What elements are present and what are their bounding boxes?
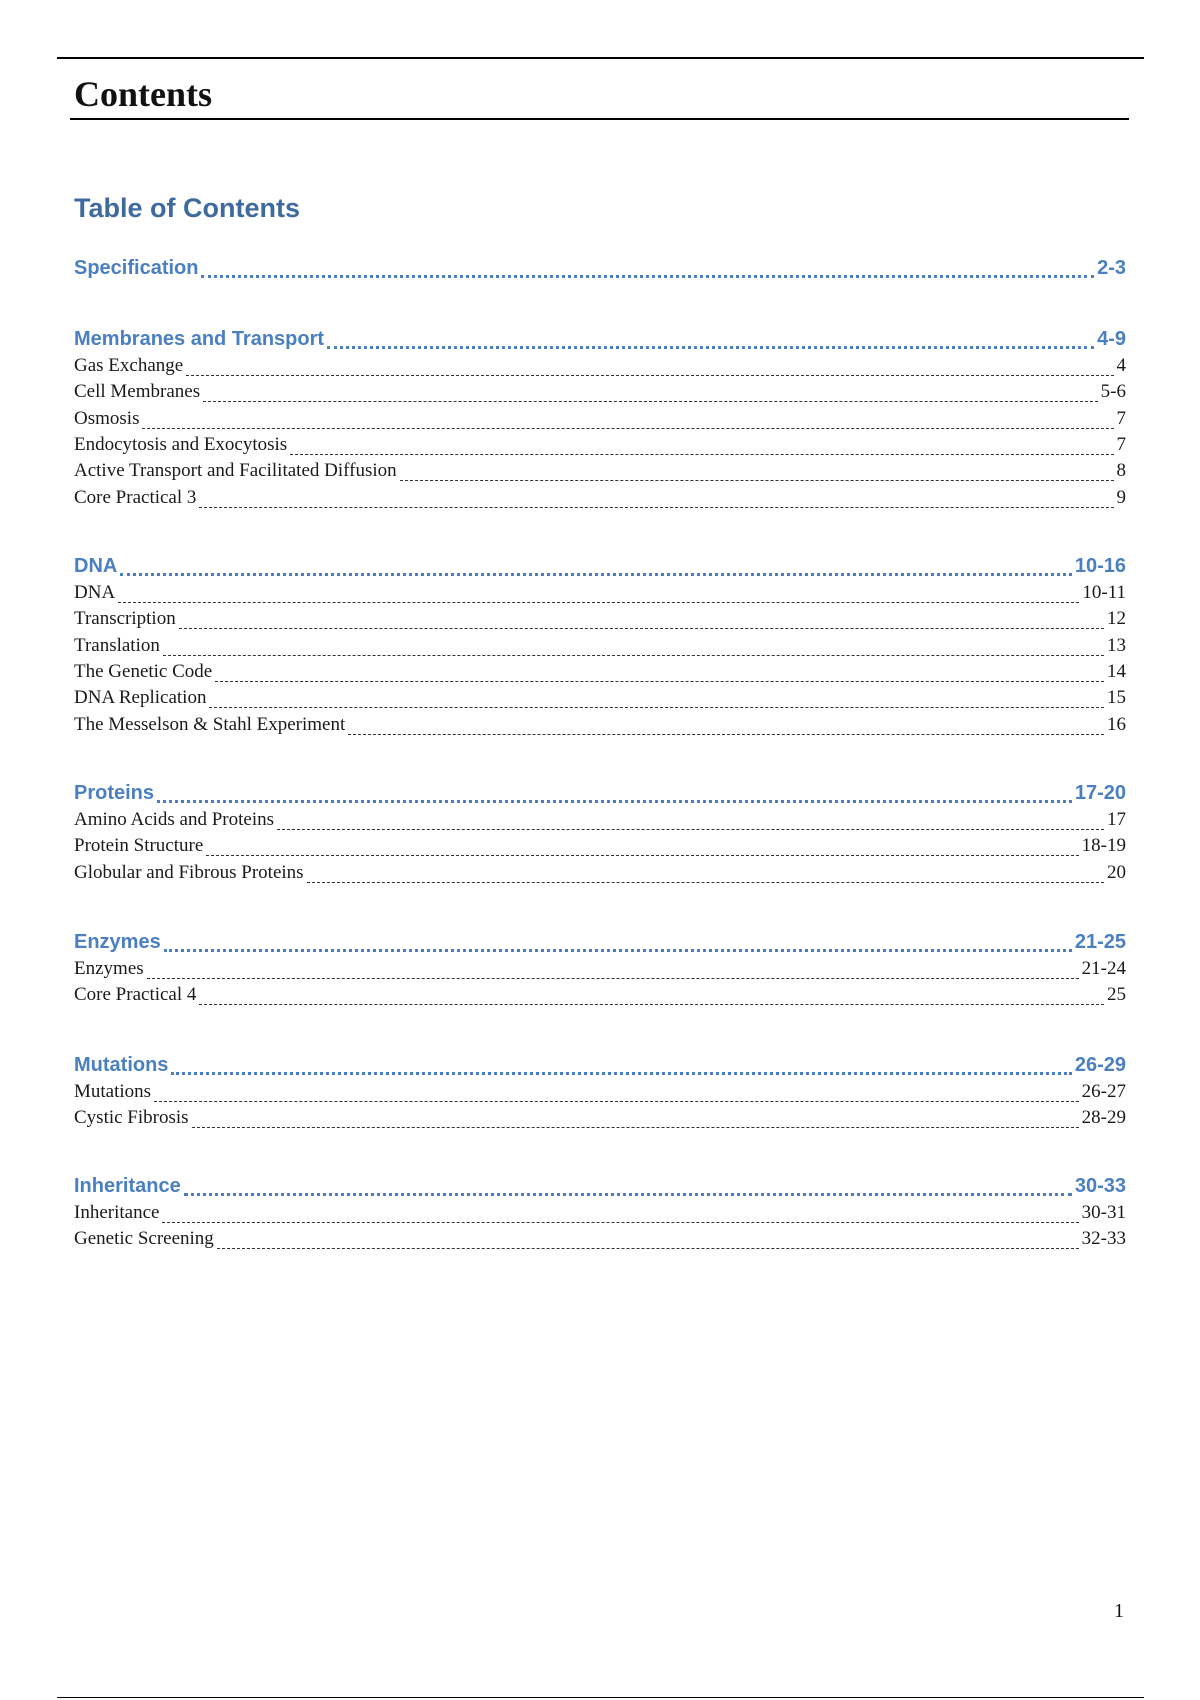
toc-entry[interactable]	[74, 355, 1126, 381]
toc-entry-label: Cell Membranes	[74, 381, 201, 402]
toc-entry-label: Inheritance	[74, 1202, 160, 1223]
toc-entry-label: Protein Structure	[74, 835, 204, 856]
toc-entry[interactable]	[74, 714, 1126, 740]
toc-heading: Table of Contents	[74, 193, 300, 223]
toc-leader	[199, 1004, 1104, 1005]
toc-entry[interactable]	[74, 958, 1126, 984]
toc-entry[interactable]	[74, 1228, 1126, 1254]
bottom-rule	[57, 1697, 1144, 1698]
toc-entry[interactable]	[74, 635, 1126, 661]
toc-section-entry[interactable]	[74, 782, 1126, 808]
toc-section-pages: 10-16	[1074, 555, 1126, 577]
toc-entry-pages: 14	[1107, 661, 1126, 682]
toc-entry[interactable]	[74, 582, 1126, 608]
toc-entry-pages: 16	[1107, 714, 1126, 735]
toc-leader	[348, 734, 1104, 735]
toc-leader	[215, 681, 1104, 682]
toc-leader	[199, 507, 1113, 508]
toc-entry[interactable]	[74, 381, 1126, 407]
toc-entry[interactable]	[74, 862, 1126, 888]
toc-entry[interactable]	[74, 460, 1126, 486]
toc-entry-pages: 17	[1107, 809, 1126, 830]
toc-section-pages: 30-33	[1074, 1175, 1126, 1197]
toc-leader	[327, 346, 1094, 349]
toc-entry-label: Core Practical 4	[74, 984, 197, 1005]
toc-section-pages: 4-9	[1097, 328, 1126, 350]
toc-entry[interactable]	[74, 408, 1126, 434]
toc-leader	[277, 829, 1104, 830]
toc-entry[interactable]	[74, 608, 1126, 634]
toc-entry-pages: 10-11	[1082, 582, 1126, 603]
toc-section-label: Mutations	[74, 1054, 169, 1076]
toc-section-entry[interactable]	[74, 328, 1126, 354]
toc-entry-pages: 18-19	[1081, 835, 1126, 856]
toc-entry[interactable]	[74, 1107, 1126, 1133]
toc-entry-pages: 5-6	[1100, 381, 1126, 402]
toc-leader	[164, 949, 1072, 952]
toc-section-label: Proteins	[74, 782, 155, 804]
toc-entry-pages: 7	[1116, 408, 1126, 429]
toc-leader	[186, 375, 1113, 376]
toc-entry-pages: 7	[1116, 434, 1126, 455]
toc-entry-label: DNA Replication	[74, 687, 207, 708]
toc-entry-label: Amino Acids and Proteins	[74, 809, 275, 830]
toc-entry-pages: 28-29	[1081, 1107, 1126, 1128]
toc-section-label: Inheritance	[74, 1175, 181, 1197]
toc-leader	[163, 655, 1104, 656]
toc-section-entry[interactable]	[74, 1175, 1126, 1201]
toc-leader	[157, 800, 1072, 803]
toc-leader	[118, 602, 1079, 603]
page-number: 1	[1114, 1600, 1124, 1622]
toc-section-label: DNA	[74, 555, 118, 577]
toc-entry[interactable]	[74, 984, 1126, 1010]
toc-leader	[290, 454, 1113, 455]
toc-leader	[307, 882, 1104, 883]
toc-leader	[120, 573, 1072, 576]
toc-entry[interactable]	[74, 434, 1126, 460]
toc-entry-label: The Messelson & Stahl Experiment	[74, 714, 346, 735]
toc-entry-pages: 20	[1107, 862, 1126, 883]
toc-leader	[201, 275, 1094, 278]
toc-entry-pages: 21-24	[1081, 958, 1126, 979]
toc-leader	[171, 1072, 1071, 1075]
toc-section-label: Membranes and Transport	[74, 328, 325, 350]
toc-leader	[184, 1193, 1072, 1196]
toc-section-entry[interactable]	[74, 931, 1126, 957]
toc-section-pages: 2-3	[1097, 257, 1126, 279]
toc-entry-pages: 4	[1116, 355, 1126, 376]
toc-leader	[209, 707, 1104, 708]
toc-entry-label: Translation	[74, 635, 160, 656]
toc-section-entry[interactable]	[74, 257, 1126, 283]
toc-entry-label: Endocytosis and Exocytosis	[74, 434, 288, 455]
toc-entry-pages: 30-31	[1081, 1202, 1126, 1223]
toc-section-pages: 26-29	[1074, 1054, 1126, 1076]
toc-leader	[154, 1101, 1079, 1102]
toc-entry-label: Core Practical 3	[74, 487, 197, 508]
toc-entry-pages: 12	[1107, 608, 1126, 629]
toc-entry[interactable]	[74, 1081, 1126, 1107]
toc-leader	[179, 628, 1104, 629]
toc-entry-label: Genetic Screening	[74, 1228, 214, 1249]
toc-entry-pages: 15	[1107, 687, 1126, 708]
toc-entry-pages: 25	[1107, 984, 1126, 1005]
toc-section-pages: 21-25	[1074, 931, 1126, 953]
toc-leader	[203, 401, 1098, 402]
toc-entry-label: Osmosis	[74, 408, 140, 429]
page-title: Contents	[74, 74, 213, 114]
toc-leader	[217, 1248, 1079, 1249]
toc-section-pages: 17-20	[1074, 782, 1126, 804]
toc-entry[interactable]	[74, 1202, 1126, 1228]
toc-entry-label: The Genetic Code	[74, 661, 213, 682]
toc-entry-label: Gas Exchange	[74, 355, 184, 376]
toc-entry-label: Globular and Fibrous Proteins	[74, 862, 304, 883]
toc-entry-pages: 26-27	[1081, 1081, 1126, 1102]
toc-section-label: Enzymes	[74, 931, 161, 953]
toc-entry[interactable]	[74, 661, 1126, 687]
toc-entry-label: Active Transport and Facilitated Diffusion	[74, 460, 397, 481]
toc-section-entry[interactable]	[74, 1054, 1126, 1080]
toc-entry-pages: 9	[1116, 487, 1126, 508]
toc-entry-label: Cystic Fibrosis	[74, 1107, 189, 1128]
toc-entry-label: Enzymes	[74, 958, 144, 979]
toc-entry-pages: 13	[1107, 635, 1126, 656]
toc-entry[interactable]	[74, 809, 1126, 835]
toc-leader	[192, 1127, 1079, 1128]
toc-entry-label: Transcription	[74, 608, 176, 629]
top-rule	[57, 57, 1144, 59]
toc-entry[interactable]	[74, 687, 1126, 713]
toc-entry-pages: 32-33	[1081, 1228, 1126, 1249]
toc-entry[interactable]	[74, 835, 1126, 861]
toc-section-entry[interactable]	[74, 555, 1126, 581]
toc-leader	[162, 1222, 1078, 1223]
toc-entry-pages: 8	[1116, 460, 1126, 481]
toc-leader	[400, 480, 1114, 481]
toc-section-label: Specification	[74, 257, 199, 279]
toc-leader	[142, 428, 1113, 429]
toc-leader	[147, 978, 1079, 979]
title-underline	[70, 118, 1129, 120]
toc-entry-label: Mutations	[74, 1081, 152, 1102]
toc-leader	[206, 855, 1078, 856]
toc-entry-label: DNA	[74, 582, 116, 603]
toc-entry[interactable]	[74, 487, 1126, 513]
